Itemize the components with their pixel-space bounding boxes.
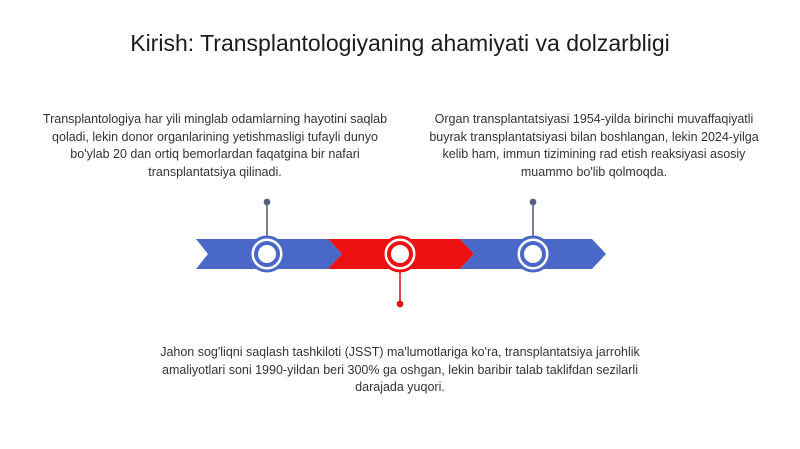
timeline-text-2: Jahon sog'liqni saqlash tashkiloti (JSST) ma'lumotlariga ko'ra, transplantatsiya jarrohlik amaliyotlari soni 1990-yildan beri 300% ga oshgan, lekin baribir talab taklifdan sezilarli darajada yuqori.	[160, 345, 640, 394]
connector-dot-2	[397, 301, 404, 308]
connector-dot-3	[530, 199, 537, 206]
connector-dot-1	[264, 199, 271, 206]
timeline-text-3: Organ transplantatsiyasi 1954-yilda birinchi muvaffaqiyatli buyrak transplantatsiyasi bilan boshlangan, lekin 2024-yilga kelib ham, immun tizimining rad etish reaksiyasi asosiy muammo bo'lib qolmoqda.	[429, 112, 759, 179]
timeline-marker-1-inner	[256, 243, 278, 265]
timeline-marker-2-inner	[389, 243, 411, 265]
timeline-marker-3-inner	[522, 243, 544, 265]
timeline-text-1: Transplantologiya har yili minglab odamlarning hayotini saqlab qoladi, lekin donor organlarining yetishmasligi tufayli dunyo bo'ylab 20 dan ortiq bemorlardan faqatgina bir nafari transplantatsiya qilinadi.	[42, 112, 388, 179]
slide-title: Kirish: Transplantologiyaning ahamiyati va dolzarbligi	[130, 30, 670, 56]
